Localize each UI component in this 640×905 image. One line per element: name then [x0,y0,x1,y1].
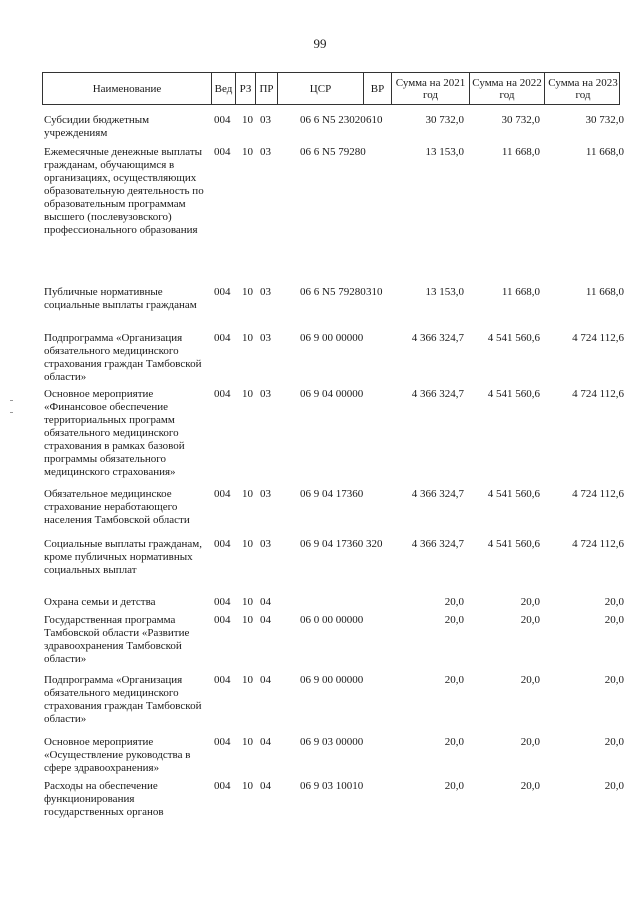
row-ved: 004 [214,538,231,550]
row-pr: 03 [260,388,271,400]
row-sum-2023: 4 724 112,6 [572,488,624,500]
row-rz: 10 [242,146,253,158]
row-name: Подпрограмма «Организация обязательного медицинского страхования граждан Тамбовской области» [44,332,202,383]
row-ved: 004 [214,488,231,500]
row-sum-2023: 20,0 [604,596,624,608]
row-rz: 10 [242,674,253,686]
row-sum-2021: 30 732,0 [425,114,464,126]
row-csr: 06 6 N5 23020 [300,114,366,126]
row-rz: 10 [242,388,253,400]
row-sum-2021: 4 366 324,7 [411,332,464,344]
row-name: Расходы на обеспечение функционирования государственных органов [44,780,164,818]
row-rz: 10 [242,596,253,608]
row-csr: 06 9 00 00000 [300,332,364,344]
row-name: Обязательное медицинское страхование неработающего населения Тамбовской области [44,488,190,526]
row-name: Подпрограмма «Организация обязательного медицинского страхования граждан Тамбовской области» [44,674,202,725]
row-pr: 03 [260,114,271,126]
row-ved: 004 [214,780,231,792]
row-name: Социальные выплаты гражданам, кроме публичных нормативных социальных выплат [44,538,202,576]
row-sum-2022: 4 541 560,6 [487,388,540,400]
row-sum-2021: 4 366 324,7 [411,388,464,400]
row-sum-2021: 13 153,0 [425,146,464,158]
row-csr: 06 9 03 00000 [300,736,364,748]
row-vr: 310 [366,286,383,298]
row-sum-2021: 20,0 [444,674,464,686]
row-sum-2021: 20,0 [444,736,464,748]
row-ved: 004 [214,674,231,686]
row-sum-2022: 11 668,0 [501,146,540,158]
row-pr: 03 [260,538,271,550]
row-name: Основное мероприятие «Финансовое обеспечение территориальных программ обязательного медицинского страхования в рамках базовой программы обязательного медицинского страхования» [44,388,185,478]
row-csr: 06 6 N5 79280 [300,146,366,158]
row-ved: 004 [214,146,231,158]
row-sum-2023: 20,0 [604,780,624,792]
page-number: 99 [313,36,327,51]
row-sum-2023: 20,0 [604,614,624,626]
row-name: Основное мероприятие «Осуществление руководства в сфере здравоохранения» [44,736,191,774]
row-sum-2022: 30 732,0 [501,114,540,126]
row-csr: 06 9 00 00000 [300,674,364,686]
header-sum-2021: Сумма на 2021 год [391,73,469,104]
row-sum-2022: 4 541 560,6 [487,332,540,344]
row-ved: 004 [214,388,231,400]
row-csr: 06 9 03 10010 [300,780,364,792]
row-pr: 04 [260,614,271,626]
row-name: Охрана семьи и детства [44,596,156,608]
row-sum-2023: 4 724 112,6 [572,388,624,400]
row-sum-2022: 11 668,0 [501,286,540,298]
row-pr: 03 [260,286,271,298]
row-name: Публичные нормативные социальные выплаты гражданам [44,286,197,311]
row-rz: 10 [242,286,253,298]
row-sum-2021: 20,0 [444,614,464,626]
header-name: Наименование [92,82,162,95]
row-vr: 610 [366,114,383,126]
table-header [42,72,620,105]
row-csr: 06 6 N5 79280 [300,286,366,298]
row-sum-2023: 20,0 [604,674,624,686]
row-sum-2021: 20,0 [444,780,464,792]
row-sum-2023: 20,0 [604,736,624,748]
row-rz: 10 [242,538,253,550]
row-csr: 06 0 00 00000 [300,614,364,626]
header-ved: Вед [211,73,235,104]
row-sum-2021: 4 366 324,7 [411,538,464,550]
row-sum-2023: 4 724 112,6 [572,538,624,550]
row-csr: 06 9 04 17360 [300,488,364,500]
row-pr: 04 [260,736,271,748]
row-sum-2022: 20,0 [520,780,540,792]
row-sum-2022: 4 541 560,6 [487,488,540,500]
row-sum-2023: 4 724 112,6 [572,332,624,344]
row-ved: 004 [214,286,231,298]
header-vr: ВР [363,73,391,104]
row-sum-2022: 20,0 [520,596,540,608]
row-rz: 10 [242,736,253,748]
row-rz: 10 [242,332,253,344]
row-rz: 10 [242,488,253,500]
margin-mark [10,400,13,401]
row-sum-2021: 20,0 [444,596,464,608]
row-sum-2023: 11 668,0 [585,286,624,298]
header-rz: РЗ [235,73,255,104]
header-csr: ЦСР [277,73,363,104]
row-sum-2023: 30 732,0 [585,114,624,126]
row-rz: 10 [242,614,253,626]
header-sum-2023: Сумма на 2023 год [544,73,621,104]
header-pr: ПР [255,73,277,104]
row-csr: 06 9 04 17360 [300,538,364,550]
row-ved: 004 [214,736,231,748]
row-pr: 04 [260,780,271,792]
row-sum-2021: 13 153,0 [425,286,464,298]
row-sum-2022: 4 541 560,6 [487,538,540,550]
row-name: Субсидии бюджетным учреждениям [44,114,150,139]
row-pr: 03 [260,332,271,344]
row-csr: 06 9 04 00000 [300,388,364,400]
row-name: Государственная программа Тамбовской области «Развитие здравоохранения Тамбовской области» [44,614,190,665]
row-sum-2022: 20,0 [520,674,540,686]
row-ved: 004 [214,114,231,126]
row-pr: 04 [260,674,271,686]
row-pr: 04 [260,596,271,608]
row-ved: 004 [214,596,231,608]
row-sum-2021: 4 366 324,7 [411,488,464,500]
row-rz: 10 [242,114,253,126]
row-ved: 004 [214,332,231,344]
row-name: Ежемесячные денежные выплаты гражданам, обучающимся в организациях, осуществляющих образовательную деятельность по образовательным программам высшего (послевузовского) профессионального образования [44,146,204,236]
row-vr: 320 [366,538,383,550]
row-pr: 03 [260,488,271,500]
row-ved: 004 [214,614,231,626]
header-sum-2022: Сумма на 2022 год [469,73,544,104]
row-pr: 03 [260,146,271,158]
row-sum-2022: 20,0 [520,614,540,626]
row-sum-2023: 11 668,0 [585,146,624,158]
row-sum-2022: 20,0 [520,736,540,748]
margin-mark [10,412,13,413]
row-rz: 10 [242,780,253,792]
